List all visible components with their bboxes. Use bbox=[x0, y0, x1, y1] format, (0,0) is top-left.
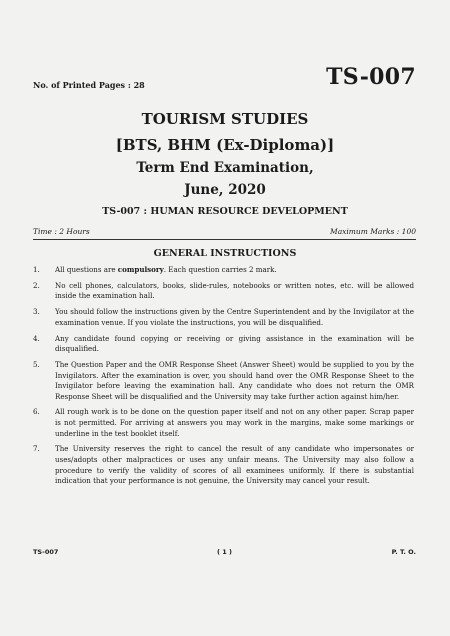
maximum-marks: Maximum Marks : 100 bbox=[330, 227, 416, 236]
instruction-text: The University reserves the right to cancel the result of any candidate who impersonates or uses/adopts other malpractices or uses any unfair means. The University may also follow a procedure to verify the validity of scores of all examinees uniformly. If there is substantial indication that your performance is not genuine, the University may cancel your result. bbox=[55, 444, 414, 486]
instruction-text: All questions are bbox=[55, 265, 118, 274]
subject-title: TOURISM STUDIES bbox=[141, 110, 309, 128]
instruction-text: No cell phones, calculators, books, slide-rules, notebooks or written notes, etc. will be allowed inside the examination hall. bbox=[55, 280, 414, 301]
instruction-item bbox=[33, 265, 414, 276]
divider-line bbox=[33, 239, 416, 240]
instruction-number: 3. bbox=[33, 307, 40, 317]
instruction-number: 2. bbox=[33, 280, 40, 290]
instruction-number: 1. bbox=[33, 265, 40, 274]
page-number: ( 1 ) bbox=[217, 548, 232, 556]
instruction-item bbox=[33, 281, 414, 302]
instruction-number: 5. bbox=[33, 359, 40, 369]
course-title: TS-007 : HUMAN RESOURCE DEVELOPMENT bbox=[102, 206, 348, 217]
instruction-text-end: . Each question carries 2 mark. bbox=[163, 265, 277, 274]
printed-pages-count: No. of Printed Pages : 28 bbox=[33, 80, 145, 90]
instruction-text: The Question Paper and the OMR Response Sheet (Answer Sheet) would be supplied to you by the Invigilators. After the examination is over, you should hand over the OMR Response Sheet to the Invigilator before leaving the examination hall. Any candidate who does not return the OMR Response Sheet will be disqualified and the University may take further action against him/her. bbox=[55, 359, 414, 401]
exam-title: Term End Examination, bbox=[136, 160, 314, 176]
please-turn-over: P. T. O. bbox=[391, 548, 416, 556]
paper-code: TS-007 bbox=[326, 64, 416, 90]
instruction-emphasis: compulsory bbox=[117, 265, 164, 274]
programme-title: [BTS, BHM (Ex-Diploma)] bbox=[115, 136, 335, 154]
instruction-item bbox=[33, 307, 414, 328]
instruction-text: All rough work is to be done on the question paper itself and not on any other paper. Scrap paper is not permitted. For arriving at answers you may work in the margins, make some markings or underline in the test booklet itself. bbox=[55, 407, 414, 438]
exam-session: June, 2020 bbox=[184, 182, 266, 198]
footer-paper-code: TS-007 bbox=[33, 548, 59, 556]
time-allowed: Time : 2 Hours bbox=[33, 227, 90, 236]
instruction-item bbox=[33, 444, 414, 486]
instruction-number: 4. bbox=[33, 333, 40, 343]
instruction-item bbox=[33, 334, 414, 355]
instruction-number: 7. bbox=[33, 444, 40, 454]
instructions-list bbox=[33, 265, 414, 492]
instruction-text: Any candidate found copying or receiving or giving assistance in the examination will be disqualified. bbox=[55, 333, 414, 354]
instruction-number: 6. bbox=[33, 407, 40, 417]
instruction-text: You should follow the instructions given by the Centre Superintendent and by the Invigilator at the examination venue. If you violate the instructions, you will be disqualified. bbox=[55, 307, 414, 327]
instructions-heading: GENERAL INSTRUCTIONS bbox=[153, 248, 297, 259]
instruction-item bbox=[33, 407, 414, 439]
instruction-item bbox=[33, 360, 414, 402]
